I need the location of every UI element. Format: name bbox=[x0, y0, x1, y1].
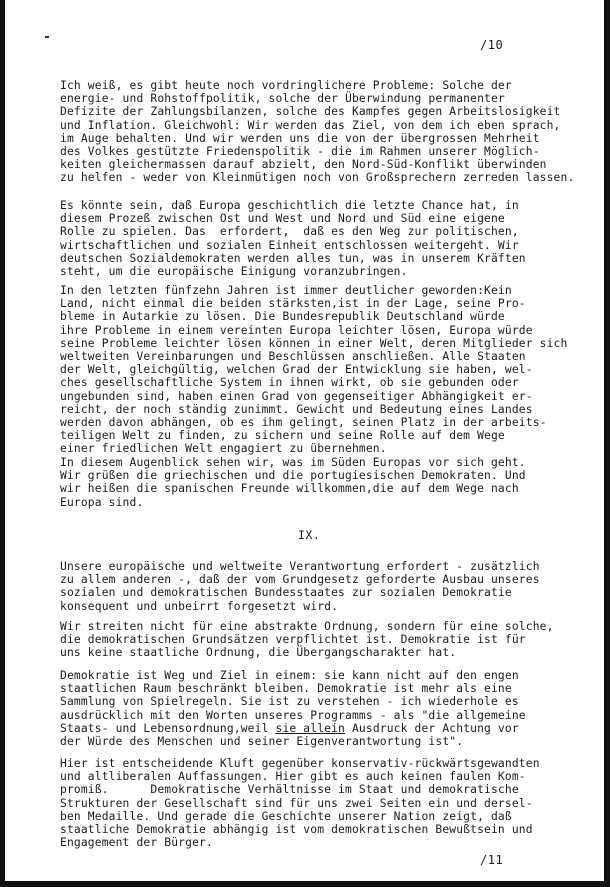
text-line: ungebunden sind, haben einen Grad von gegenseitiger Abhängigkeit er- bbox=[60, 389, 533, 403]
text-line: sozialen und demokratischen Bundesstaates zur sozialen Demokratie bbox=[60, 586, 512, 600]
text-line: Engagement der Bürger. bbox=[60, 836, 213, 850]
text-line: ihre Probleme in einem vereinten Europa leichter lösen, Europa würde bbox=[60, 323, 533, 337]
text-line: Sammlung von Spielregeln. Sie ist zu verstehen - ich wiederhole es bbox=[60, 695, 519, 709]
text-line: Land, nicht einmal die beiden stärksten,ist in der Lage, seine Pro- bbox=[60, 297, 526, 311]
text-line: der Würde des Menschen und seiner Eigenverantwortung ist". bbox=[60, 735, 464, 749]
text-line: teiligen Welt zu finden, zu sichern und seine Rolle auf dem Wege bbox=[60, 429, 505, 443]
text-line: bleme in Autarkie zu lösen. Die Bundesrepublik Deutschland würde bbox=[60, 310, 505, 324]
text-line: weltweiten Vereinbarungen und Beschlüssen anschließen. Alle Staaten bbox=[60, 350, 526, 364]
text-line: Ich weiß, es gibt heute noch vordringlichere Probleme: Solche der bbox=[60, 79, 512, 92]
text-line: im Auge behalten. Und wir werden uns die von der übergrossen Mehrheit bbox=[60, 131, 540, 145]
text-line: reicht, der noch ständig zunimmt. Gewicht und Bedeutung eines Landes bbox=[60, 402, 533, 416]
text-line: wirtschaftlichen und sozialen Einheit entschlossen weitergeht. Wir bbox=[60, 238, 519, 252]
text-line: Europa sind. bbox=[60, 495, 144, 509]
text-line: einer friedlichen Welt engagiert zu übernehmen. bbox=[60, 442, 387, 456]
text-segment: Ausdruck der Achtung vor bbox=[345, 721, 519, 735]
text-line: und altliberalen Auffassungen. Hier gibt es auch keinen faulen Kom- bbox=[60, 770, 526, 784]
section-heading: IX. bbox=[298, 528, 321, 542]
text-line-with-emphasis bbox=[60, 722, 600, 735]
text-line: staatliche Demokratie abhängig ist vom demokratischen Bewußtsein und bbox=[60, 823, 533, 837]
scan-mark bbox=[45, 36, 49, 38]
text-line: werden davon abhängen, ob es ihm gelingt, seinen Platz in der arbeits- bbox=[60, 416, 547, 430]
scan-border-bottom bbox=[0, 881, 610, 887]
text-line: die demokratischen Grundsätzen verpflichtet ist. Demokratie ist für bbox=[60, 633, 526, 647]
page-number-bottom: /11 bbox=[480, 853, 504, 867]
text-line: Demokratie ist Weg und Ziel in einem: sie kann nicht auf den engen bbox=[60, 669, 519, 682]
paragraph bbox=[60, 757, 600, 849]
underlined-phrase: sie allein bbox=[275, 721, 346, 735]
text-line: Defizite der Zahlungsbilanzen, solche des Kampfes gegen Arbeitslosigkeit bbox=[60, 105, 561, 119]
text-line: zu allem anderen -, daß der vom Grundgesetz geforderte Ausbau unseres bbox=[60, 573, 540, 587]
text-line: staatlichen Raum beschränkt bleiben. Demokratie ist mehr als eine bbox=[60, 682, 512, 696]
text-line: deutschen Sozialdemokraten werden alles tun, was in unserem Kräften bbox=[60, 251, 526, 265]
text-line: diesem Prozeß zwischen Ost und West und Nord und Süd eine eigene bbox=[60, 212, 505, 226]
paragraph bbox=[60, 199, 600, 278]
text-line: konsequent und unbeirrt forgesetzt wird. bbox=[60, 599, 339, 613]
page-number-top: /10 bbox=[480, 38, 504, 52]
paragraph bbox=[60, 620, 600, 660]
text-line: wir heißen die spanischen Freunde willkommen,die auf dem Wege nach bbox=[60, 482, 519, 496]
text-line: zu helfen - weder von Kleinmütigen noch von Großsprechern zerreden lassen. bbox=[60, 171, 575, 185]
paragraph bbox=[60, 456, 600, 509]
text-line: ches gesellschaftliche System in ihnen wirkt, ob sie gebunden oder bbox=[60, 376, 519, 390]
text-line: steht, um die europäische Einigung voranzubringen. bbox=[60, 265, 408, 279]
text-line: seine Probleme leichter lösen können in einer Welt, deren Mitglieder sich bbox=[60, 336, 568, 350]
paragraph bbox=[60, 79, 600, 185]
text-segment: Staats- und Lebensordnung,weil bbox=[60, 721, 276, 735]
text-line: energie- und Rohstoffpolitik, solche der Überwindung permanenter bbox=[60, 92, 505, 106]
text-line: In diesem Augenblick sehen wir, was im Süden Europas vor sich geht. bbox=[60, 456, 526, 469]
scan-border-right bbox=[604, 0, 610, 887]
text-line: Wir grüßen die griechischen und die portugiesischen Demokraten. Und bbox=[60, 469, 526, 483]
text-line: ben Medaille. Und gerade die Geschichte unserer Nation zeigt, daß bbox=[60, 809, 512, 823]
text-line: promiß. Demokratische Verhältnisse im Staat und demokratische bbox=[60, 783, 519, 797]
text-line: uns keine staatliche Ordnung, die Übergangscharakter hat. bbox=[60, 646, 457, 660]
text-line: Wir streiten nicht für eine abstrakte Ordnung, sondern für eine solche, bbox=[60, 620, 554, 633]
text-line: Strukturen der Gesellschaft sind für uns zwei Seiten ein und dersel- bbox=[60, 796, 533, 810]
text-line: In den letzten fünfzehn Jahren ist immer deutlicher geworden:Kein bbox=[60, 284, 512, 297]
paragraph bbox=[60, 669, 600, 748]
text-line: des Volkes gestützte Friedenspolitik - die im Rahmen unserer Möglich- bbox=[60, 145, 540, 159]
text-line: ausdrücklich mit den Worten unseres Programms - als "die allgemeine bbox=[60, 708, 526, 722]
text-line: Unsere europäische und weltweite Verantwortung erfordert - zusätzlich bbox=[60, 560, 540, 573]
text-line: Rolle zu spielen. Das erfordert, daß es den Weg zur politischen, bbox=[60, 225, 519, 239]
paragraph bbox=[60, 284, 600, 456]
text-line: der Welt, gleichgültig, welchen Grad der Entwicklung sie haben, wel- bbox=[60, 363, 533, 377]
scan-border-left bbox=[0, 0, 5, 887]
text-line: Es könnte sein, daß Europa geschichtlich die letzte Chance hat, in bbox=[60, 199, 519, 212]
text-line: Hier ist entscheidende Kluft gegenüber konservativ-rückwärtsgewandten bbox=[60, 757, 540, 770]
text-line: keiten gleichermassen darauf abzielt, den Nord-Süd-Konflikt überwinden bbox=[60, 158, 547, 172]
text-line: und Inflation. Gleichwohl: Wir werden das Ziel, von dem ich eben sprach, bbox=[60, 118, 561, 132]
paragraph bbox=[60, 560, 600, 613]
